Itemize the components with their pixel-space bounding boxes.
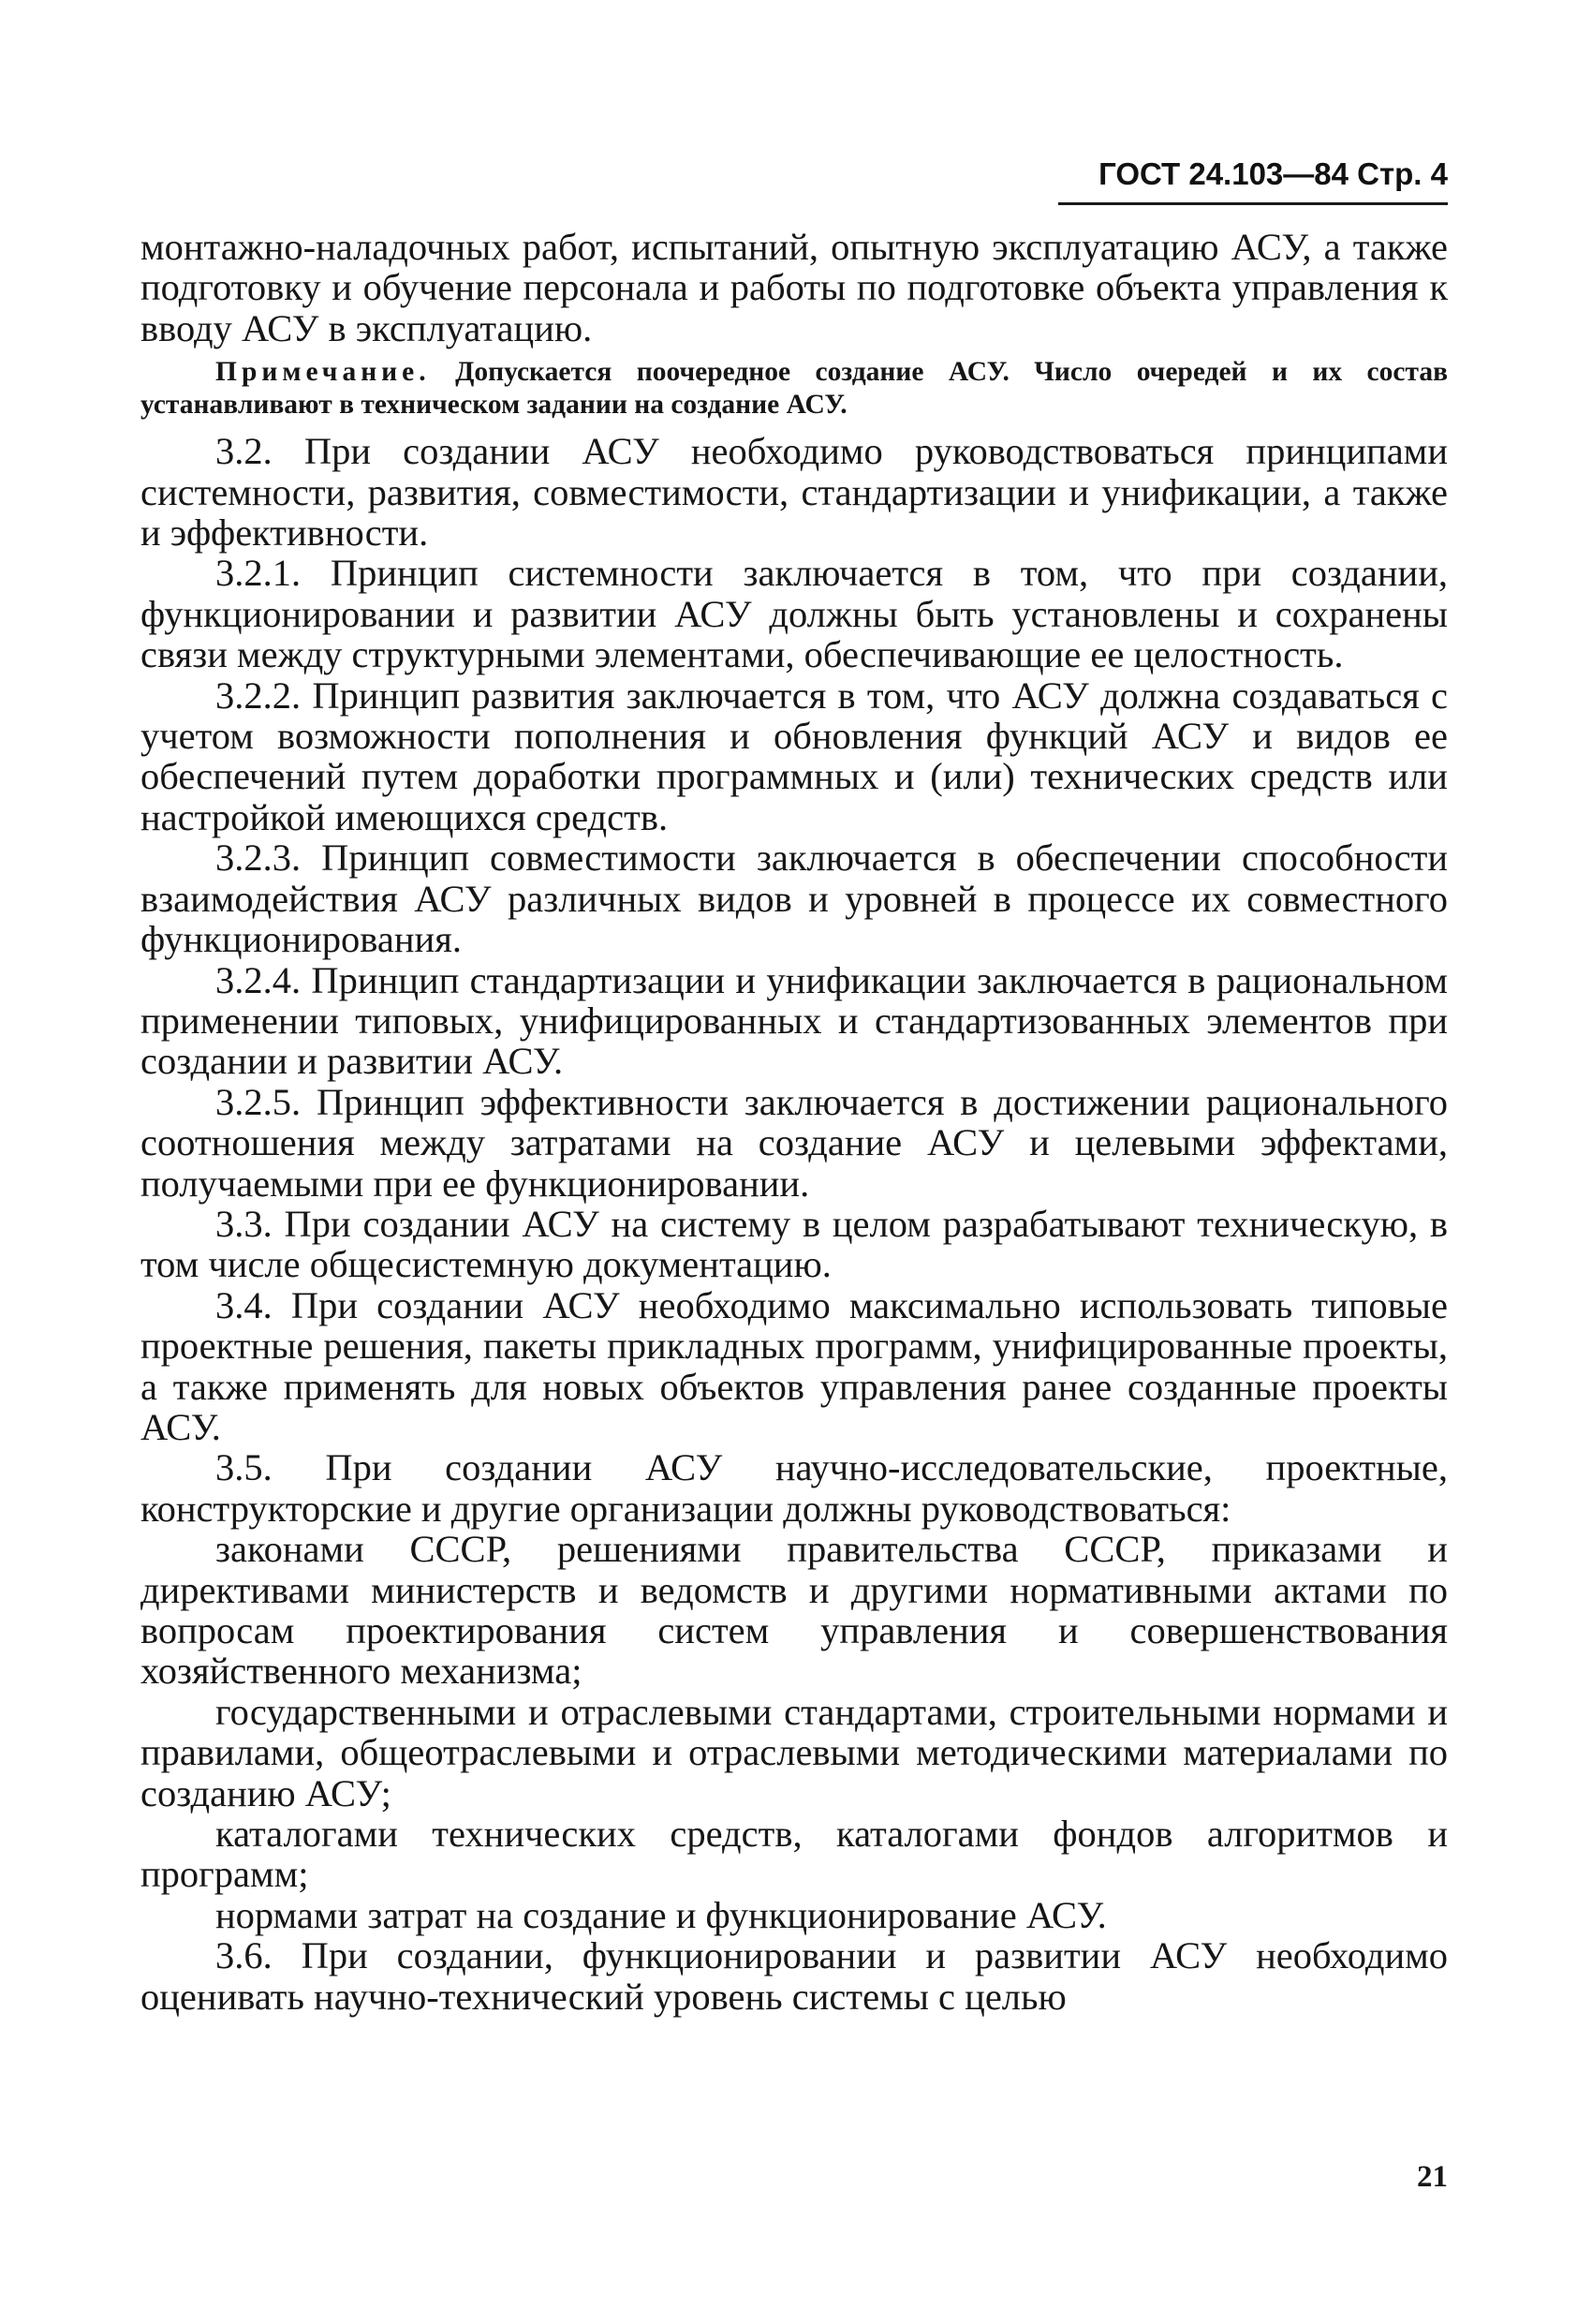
intro-continuation: монтажно-наладочных работ, испытаний, опытную эксплуатацию АСУ, а также подготовку и обучение персонала и работы по подготовке объекта управления к вводу АСУ в эксплуатацию. [140,226,1448,349]
page-number: 21 [1417,2160,1448,2194]
paragraph-3-3: 3.3. При создании АСУ на систему в целом разрабатывают техническую, в том числе общесистемную документацию. [140,1202,1448,1286]
paragraph-3-2-1: 3.2.1. Принцип системности заключается в том, что при создании, функционировании и развитии АСУ должны быть установлены и сохранены связи между структурными элементами, обеспечивающие ее целостность. [140,552,1448,676]
paragraph-3-5: 3.5. При создании АСУ научно-исследовательские, проектные, конструкторские и другие организации должны руководствоваться: [140,1446,1448,1530]
header-rule [1058,202,1448,205]
paragraph-3-2-2: 3.2.2. Принцип развития заключается в том, что АСУ должна создаваться с учетом возможности пополнения и обновления функций АСУ и видов ее обеспечений путем доработки программных и (или) технических средств или настройкой имеющихся средств. [140,674,1448,838]
paragraph-3-2-5: 3.2.5. Принцип эффективности заключается в достижении рационального соотношения между затратами на создание АСУ и целевыми эффектами, получаемыми при ее функционировании. [140,1080,1448,1205]
paragraph-3-2-3: 3.2.3. Принцип совместимости заключается в обеспечении способности взаимодействия АСУ различных видов и уровней в процессе их совместного функционирования. [140,836,1448,961]
page-label: Стр. 4 [1357,156,1448,191]
gost-code: ГОСТ 24.103—84 [1098,156,1349,191]
note [140,356,1448,422]
document-body [140,227,1448,2017]
note-label: Примечание. [215,357,431,388]
list-item-cost-norms: нормами затрат на создание и функционирование АСУ. [215,1893,1107,1936]
paragraph-3-6: 3.6. При создании, функционировании и развитии АСУ необходимо оценивать научно-технический уровень системы с целью [140,1934,1448,2018]
paragraph-3-2-4: 3.2.4. Принцип стандартизации и унификации заключается в рациональном применении типовых, унифицированных и стандартизованных элементов при создании и развитии АСУ. [140,958,1448,1083]
paragraph-3-2: 3.2. При создании АСУ необходимо руководствоваться принципами системности, развития, совместимости, стандартизации и унификации, а также и эффективности. [140,430,1448,555]
list-item-laws: законами СССР, решениями правительства СССР, приказами и директивами министерств и ведомств и другими нормативными актами по вопросам проектирования систем управления и совершенствования хозяйственного механизма; [140,1528,1448,1693]
page-header [1058,155,1448,193]
list-item-catalogs: каталогами технических средств, каталогами фондов алгоритмов и программ; [140,1813,1448,1896]
note-text: Допускается поочередное создание АСУ. Число очередей и их состав устанавливают в техническом задании на создание АСУ. [140,357,1448,421]
list-item-standards: государственными и отраслевыми стандартами, строительными нормами и правилами, общеотраслевыми и отраслевыми методическими материалами по созданию АСУ; [140,1690,1448,1814]
paragraph-3-4: 3.4. При создании АСУ необходимо максимально использовать типовые проектные решения, пакеты прикладных программ, унифицированные проекты, а также применять для новых объектов управления ранее созданные проекты АСУ. [140,1283,1448,1448]
